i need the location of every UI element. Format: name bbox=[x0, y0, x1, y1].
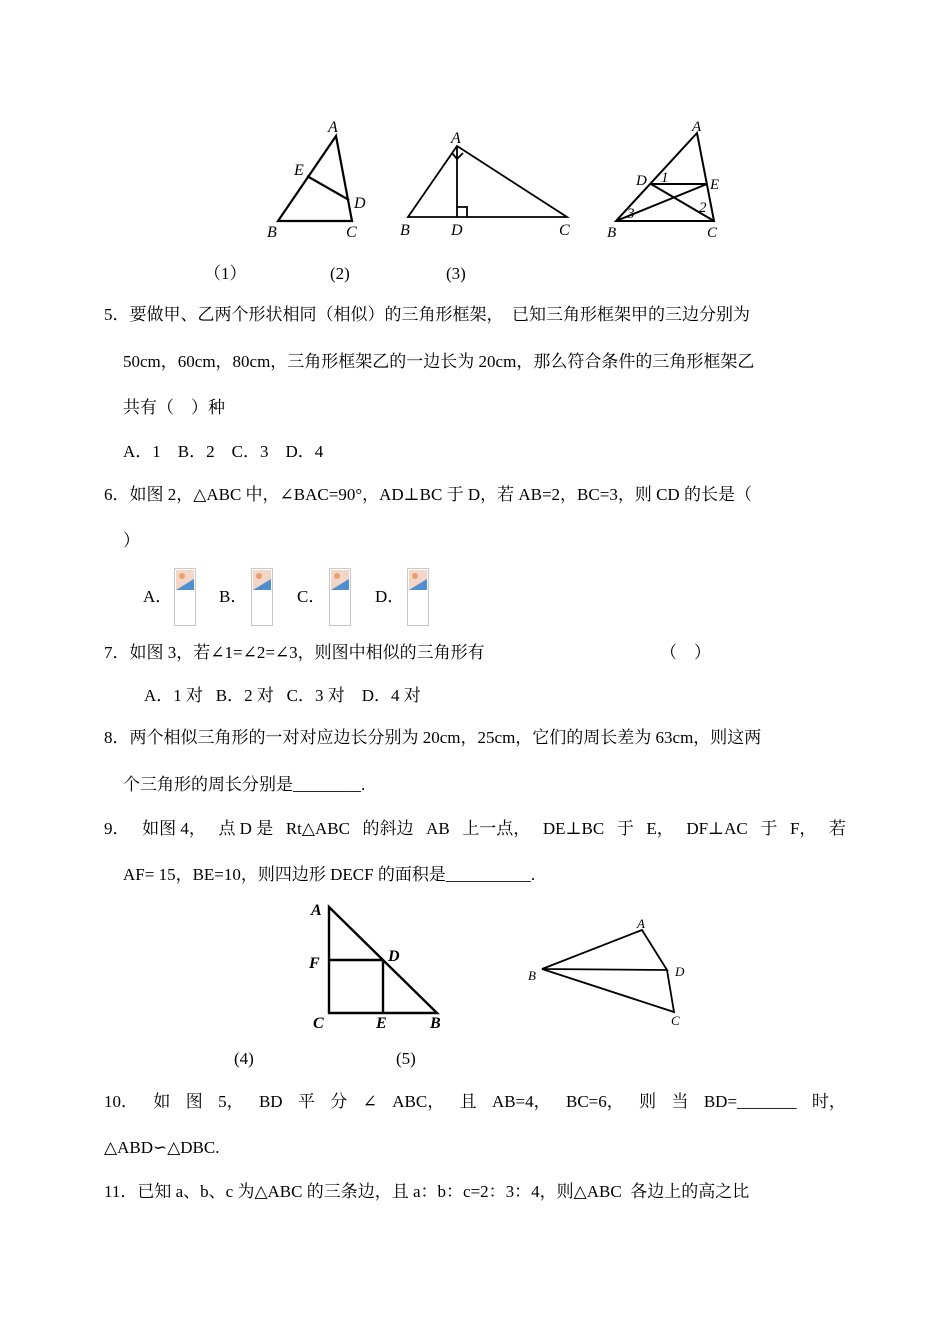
q9-w13: 若 bbox=[829, 819, 846, 838]
caption-figure-3: (3) bbox=[446, 264, 466, 283]
q10-w5: 平 bbox=[297, 1092, 315, 1111]
figures-row-2 bbox=[0, 895, 950, 1040]
fig3-label-A: A bbox=[692, 119, 702, 135]
q9-w1: 如图 4， bbox=[142, 819, 206, 838]
q6-option-c-label: C． bbox=[297, 587, 326, 606]
q9-w6: 上一点， bbox=[462, 819, 531, 838]
q11-line-1: 11．已知 a、b、c 为△ABC 的三条边，且 a：b：c=2：3：4，则△ABC 各边上的高之比 bbox=[104, 1182, 750, 1201]
q6-option-d-label: D． bbox=[375, 587, 405, 606]
q9-w10: DF⊥AC bbox=[686, 819, 748, 838]
q6-option-a-image bbox=[174, 568, 196, 626]
q5-number: 5． bbox=[104, 305, 130, 324]
q6-option-c-image bbox=[329, 568, 351, 626]
figure-1 bbox=[278, 136, 352, 221]
figures-row-1 bbox=[0, 110, 950, 250]
q10-line-2: △ABD∽△DBC. bbox=[104, 1138, 220, 1157]
q9-w11: 于 bbox=[760, 819, 778, 838]
q9-w9: E， bbox=[646, 819, 674, 838]
fig2-label-B: B bbox=[400, 222, 410, 239]
figure-5 bbox=[542, 930, 674, 1012]
fig4-label-A: A bbox=[311, 902, 322, 919]
fig5-label-A: A bbox=[637, 916, 645, 931]
fig2-label-C: C bbox=[559, 222, 570, 239]
q8-line-2: 个三角形的周长分别是________. bbox=[123, 775, 366, 794]
fig5-label-B: B bbox=[528, 968, 536, 983]
fig4-label-F: F bbox=[309, 955, 320, 972]
q10-w0: 10． bbox=[104, 1092, 138, 1111]
fig3-angle-2: 2 bbox=[699, 200, 707, 216]
q7-options: A．1 对 B．2 对 C．3 对 D．4 对 bbox=[144, 686, 421, 705]
q10-line-1 bbox=[104, 1091, 846, 1113]
q7-answer-paren: （ ） bbox=[660, 643, 711, 662]
caption-figure-2: (2) bbox=[330, 264, 350, 283]
fig1-label-A: A bbox=[328, 119, 338, 136]
q10-w13: 当 bbox=[671, 1092, 689, 1111]
q9-line-1 bbox=[104, 818, 846, 840]
fig3-label-D: D bbox=[636, 173, 647, 189]
q9-w3: Rt△ABC bbox=[285, 819, 350, 838]
fig4-label-D: D bbox=[388, 948, 400, 965]
fig3-label-E: E bbox=[710, 177, 720, 193]
q9-w12: F， bbox=[789, 819, 817, 838]
q8-line-1: 8．两个相似三角形的一对对应边长分别为 20cm，25cm，它们的周长差为 63cm，则这两 bbox=[104, 728, 762, 747]
fig1-label-B: B bbox=[267, 224, 277, 241]
q10-w4: BD bbox=[258, 1092, 283, 1111]
q9-line-2: AF= 15，BE=10，则四边形 DECF 的面积是__________. bbox=[123, 865, 536, 884]
q9-w4: 的斜边 bbox=[362, 819, 414, 838]
q10-w8: ABC， bbox=[392, 1092, 445, 1111]
fig1-label-D: D bbox=[354, 195, 366, 212]
q5-options: A．1 B．2 C．3 D．4 bbox=[123, 442, 324, 461]
q6-line-1: 6．如图 2，△ABC 中，∠BAC=90°，AD⊥BC 于 D，若 AB=2，BC=3，则 CD 的长是（ bbox=[104, 485, 752, 504]
fig4-label-C: C bbox=[313, 1015, 324, 1032]
q6-option-b-image bbox=[251, 568, 273, 626]
q5-line-3: 共有（ ）种 bbox=[123, 398, 225, 417]
caption-figure-5: (5) bbox=[396, 1049, 416, 1068]
q6-option-b-label: B． bbox=[219, 587, 248, 606]
q10-w11: BC=6， bbox=[566, 1092, 624, 1111]
q10-w7: ∠ bbox=[362, 1092, 377, 1111]
caption-figure-1: （1） bbox=[204, 264, 247, 283]
q10-w10: AB=4， bbox=[491, 1092, 551, 1111]
q10-w15: 时， bbox=[811, 1092, 846, 1111]
q10-w12: 则 bbox=[639, 1092, 657, 1111]
fig3-label-C: C bbox=[707, 225, 718, 241]
fig2-label-A: A bbox=[451, 130, 461, 147]
q5-text: 要做甲、乙两个形状相同（相似）的三角形框架， 已知三角形框架甲的三边分别为 bbox=[129, 305, 750, 324]
fig4-label-B: B bbox=[430, 1015, 441, 1032]
fig3-angle-3: 3 bbox=[627, 206, 635, 222]
q9-w5: AB bbox=[426, 819, 450, 838]
fig3-label-B: B bbox=[607, 225, 617, 241]
q6-option-a-label: A． bbox=[143, 587, 173, 606]
q10-w9: 且 bbox=[459, 1092, 477, 1111]
fig3-angle-1: 1 bbox=[661, 170, 669, 186]
q5-line-2: 50cm，60cm，80cm，三角形框架乙的一边长为 20cm，那么符合条件的三角形框架乙 bbox=[123, 352, 755, 371]
q10-w1: 如 bbox=[153, 1092, 171, 1111]
q9-w8: 于 bbox=[616, 819, 634, 838]
fig1-label-C: C bbox=[346, 224, 357, 241]
fig4-label-E: E bbox=[376, 1015, 387, 1032]
q6-option-d-image bbox=[407, 568, 429, 626]
q5-line-1 bbox=[104, 304, 846, 326]
fig2-label-D: D bbox=[451, 222, 463, 239]
q10-w2: 图 bbox=[185, 1092, 203, 1111]
figure-2 bbox=[408, 146, 567, 217]
q9-w2: 点 D 是 bbox=[218, 819, 274, 838]
figure-4 bbox=[329, 907, 437, 1013]
q7-text: 7．如图 3，若∠1=∠2=∠3，则图中相似的三角形有 bbox=[104, 643, 485, 662]
q6-line-2: ） bbox=[123, 531, 140, 550]
q9-w0: 9． bbox=[104, 819, 130, 838]
q10-w6: 分 bbox=[330, 1092, 348, 1111]
q10-w3: 5， bbox=[218, 1092, 244, 1111]
q10-w14: BD=_______ bbox=[703, 1092, 797, 1111]
fig5-label-C: C bbox=[671, 1013, 680, 1028]
fig1-label-E: E bbox=[294, 162, 304, 179]
fig5-label-D: D bbox=[675, 964, 685, 979]
caption-figure-4: (4) bbox=[234, 1049, 254, 1068]
q9-w7: DE⊥BC bbox=[542, 819, 605, 838]
